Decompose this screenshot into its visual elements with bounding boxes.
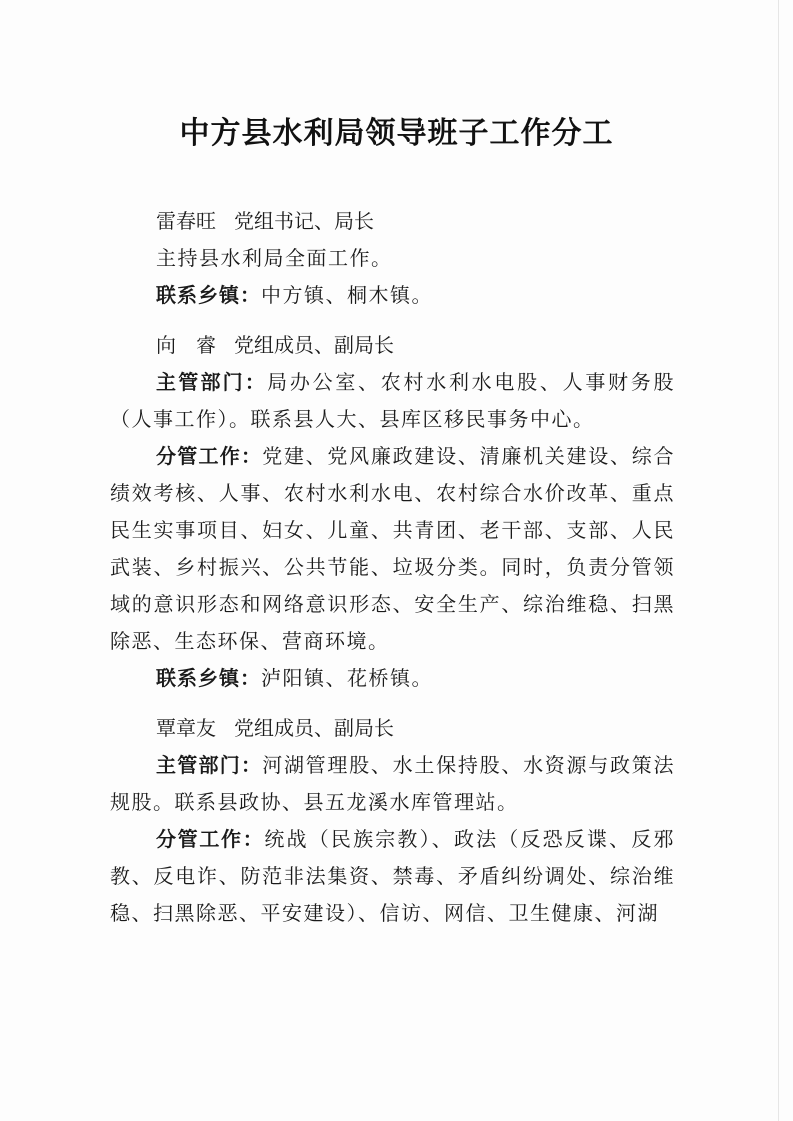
leader-name: 雷春旺 <box>156 209 216 233</box>
liaison-towns <box>110 660 675 697</box>
leader-position: 党组书记、局长 <box>234 209 374 233</box>
leader-position: 党组成员、副局长 <box>234 716 394 740</box>
dept-text: 局办公室、农村水利水电股、人事财务股（人事工作）。联系县人大、县库区移民事务中心。 <box>110 370 676 431</box>
duty-text: 主持县水利局全面工作。 <box>156 246 393 270</box>
leader-name: 覃章友 <box>156 716 216 740</box>
work-text: 党建、党风廉政建设、清廉机关建设、综合绩效考核、人事、农村水利水电、农村综合水价改革、重点民生实事项目、妇女、儿童、共青团、老干部、支部、人民武装、乡村振兴、公共节能、垃圾分类。同时，负责分管领域的意识形态和网络意识形态、安全生产、综治维稳、扫黑除恶、生态环保、营商环境。 <box>110 444 676 653</box>
leader-heading <box>110 203 675 240</box>
dept-label: 主管部门： <box>156 370 268 394</box>
assigned-work <box>110 821 675 932</box>
leader-section-1 <box>110 203 675 314</box>
work-label: 分管工作： <box>156 444 263 468</box>
dept-label: 主管部门： <box>156 753 263 777</box>
dept-text: 河湖管理股、水土保持股、水资源与政策法规股。联系县政协、县五龙溪水库管理站。 <box>110 753 676 814</box>
leader-heading <box>110 327 675 364</box>
leader-section-2 <box>110 327 675 697</box>
assigned-work <box>110 438 675 660</box>
liaison-text: 泸阳镇、花桥镇。 <box>261 666 433 690</box>
work-text: 统战（民族宗教）、政法（反恐反谍、反邪教、反电诈、防范非法集资、禁毒、矛盾纠纷调处、综治维稳、扫黑除恶、平安建设）、信访、网信、卫生健康、河湖 <box>110 827 676 925</box>
liaison-label: 联系乡镇： <box>156 283 261 307</box>
managed-departments <box>110 364 675 438</box>
document-title: 中方县水利局领导班子工作分工 <box>179 116 614 151</box>
leader-position: 党组成员、副局长 <box>234 333 394 357</box>
liaison-towns <box>110 277 675 314</box>
scan-edge-line <box>778 0 779 1121</box>
leader-heading <box>110 710 675 747</box>
managed-departments <box>110 747 675 821</box>
liaison-text: 中方镇、桐木镇。 <box>261 283 433 307</box>
work-label: 分管工作： <box>156 827 265 851</box>
liaison-label: 联系乡镇： <box>156 666 261 690</box>
leader-name: 向 睿 <box>156 333 216 357</box>
document-body <box>110 203 675 932</box>
leader-section-3 <box>110 710 675 932</box>
leader-duty <box>110 240 675 277</box>
